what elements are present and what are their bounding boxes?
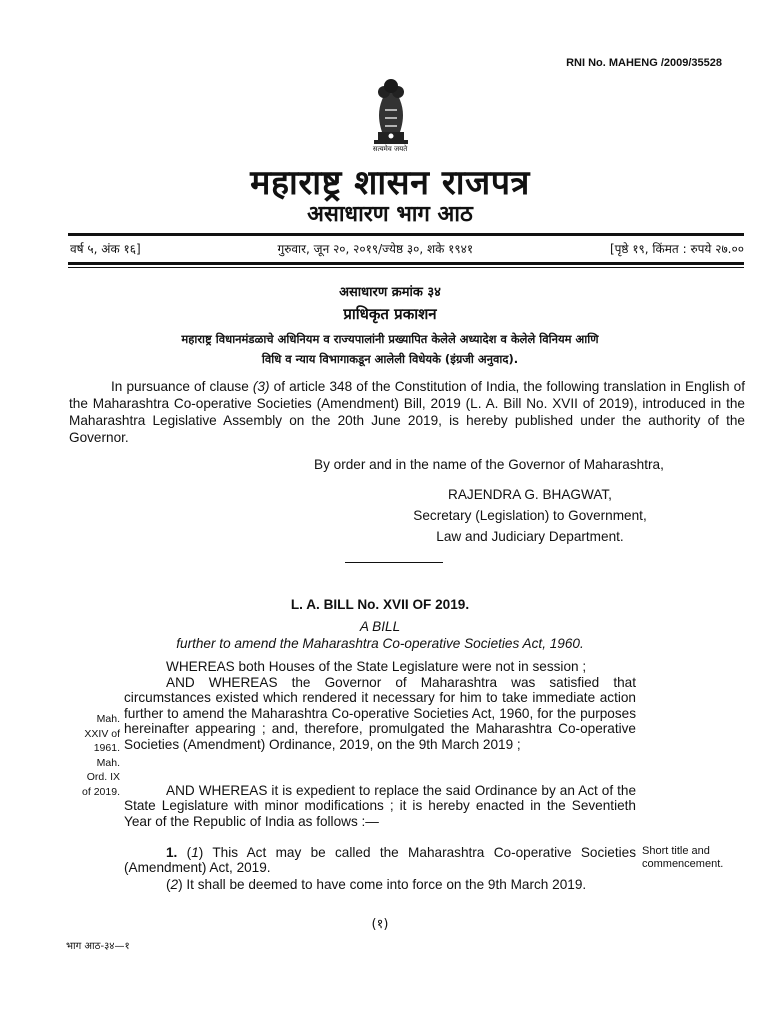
preamble-paragraph: In pursuance of clause (3) of article 348 of the Constitution of India, the following translation in English of the Maharashtra Co-operative Societies (Amendment) Bill, 2019 (L. A. Bill No. XVII of 2019), introduced in the Maharashtra Legislative Assembly on the 20th June 2019, is hereby published under the authority of the Governor.	[69, 379, 745, 445]
whereas-clause-2: AND WHEREAS the Governor of Maharashtra was satisfied that circumstances existed which rendered it necessary for him to take immediate action further to amend the Maharashtra Co-operative Societies Act, 1960, for the purposes hereinafter appearing ; and, therefore, promulgated the Maharashtra Co-operative Societies (Amendment) Ordinance, 2019, on the 9th March 2019 ;	[124, 675, 636, 752]
gazette-title: महाराष्ट्र शासन राजपत्र	[250, 163, 530, 203]
clause-reference: (3)	[252, 379, 270, 394]
section-1-subsection-1: 1. (1) This Act may be called the Maharashtra Co-operative Societies (Amendment) Act, 2019.	[124, 845, 636, 876]
section-1-subsection-2: (2) It shall be deemed to have come into force on the 9th March 2019.	[166, 877, 587, 892]
gazette-subtitle: असाधारण भाग आठ	[307, 202, 473, 227]
bill-purpose: further to amend the Maharashtra Co-operative Societies Act, 1960.	[176, 636, 584, 651]
whereas-clause-3: AND WHEREAS it is expedient to replace the said Ordinance by an Act of the State Legislature with minor modifications ; it is hereby enacted in the Seventieth Year of the Republic of India as follows :—	[124, 783, 636, 829]
authority-heading: प्राधिकृत प्रकाशन	[343, 305, 437, 323]
extraordinary-issue-number: असाधारण क्रमांक ३४	[339, 285, 441, 300]
whereas-clause-1: WHEREAS both Houses of the State Legislature were not in session ;	[166, 659, 587, 674]
signatory-designation: Secretary (Legislation) to Government,	[413, 508, 647, 523]
governor-order-line: By order and in the name of the Governor of Maharashtra,	[314, 457, 664, 472]
footer-code: भाग आठ-३४—१	[66, 941, 130, 952]
separator-line	[345, 562, 443, 563]
rni-number: RNI No. MAHENG /2009/35528	[566, 57, 722, 69]
signatory-department: Law and Judiciary Department.	[436, 529, 624, 544]
volume-number: वर्ष ५, अंक १६]	[70, 242, 141, 256]
header-rule-top	[68, 233, 744, 236]
margin-note-left: Mah. XXIV of 1961. Mah. Ord. IX of 2019.	[82, 713, 120, 798]
pages-price: [पृष्ठे १९, किंमत : रुपये २७.००	[609, 242, 744, 256]
header-rule-bottom-thin	[68, 267, 744, 268]
issue-date: गुरुवार, जून २०, २०१९/ज्येष्ठ ३०, शके १९४१	[277, 242, 474, 256]
header-rule-bottom-thick	[68, 262, 744, 265]
issue-description-line-2: विधि व न्याय विभागाकडून आलेली विधेयके (इंग्रजी अनुवाद).	[261, 352, 519, 366]
issue-description-line-1: महाराष्ट्र विधानमंडळाचे अधिनियम व राज्यपालांनी प्रख्यापित केलेले अध्यादेश व केलेले विनियम आणि	[181, 332, 599, 346]
emblem-motto: सत्यमेव जयते	[372, 145, 408, 153]
bill-number: L. A. BILL No. XVII OF 2019.	[290, 597, 470, 612]
signatory-name: RAJENDRA G. BHAGWAT,	[448, 487, 612, 502]
issue-info-bar	[70, 240, 744, 257]
signature-block	[380, 484, 680, 547]
margin-note-right: Short title and commencement.	[642, 845, 724, 870]
bill-heading: A BILL	[359, 619, 401, 634]
page-number: (१)	[371, 917, 389, 932]
